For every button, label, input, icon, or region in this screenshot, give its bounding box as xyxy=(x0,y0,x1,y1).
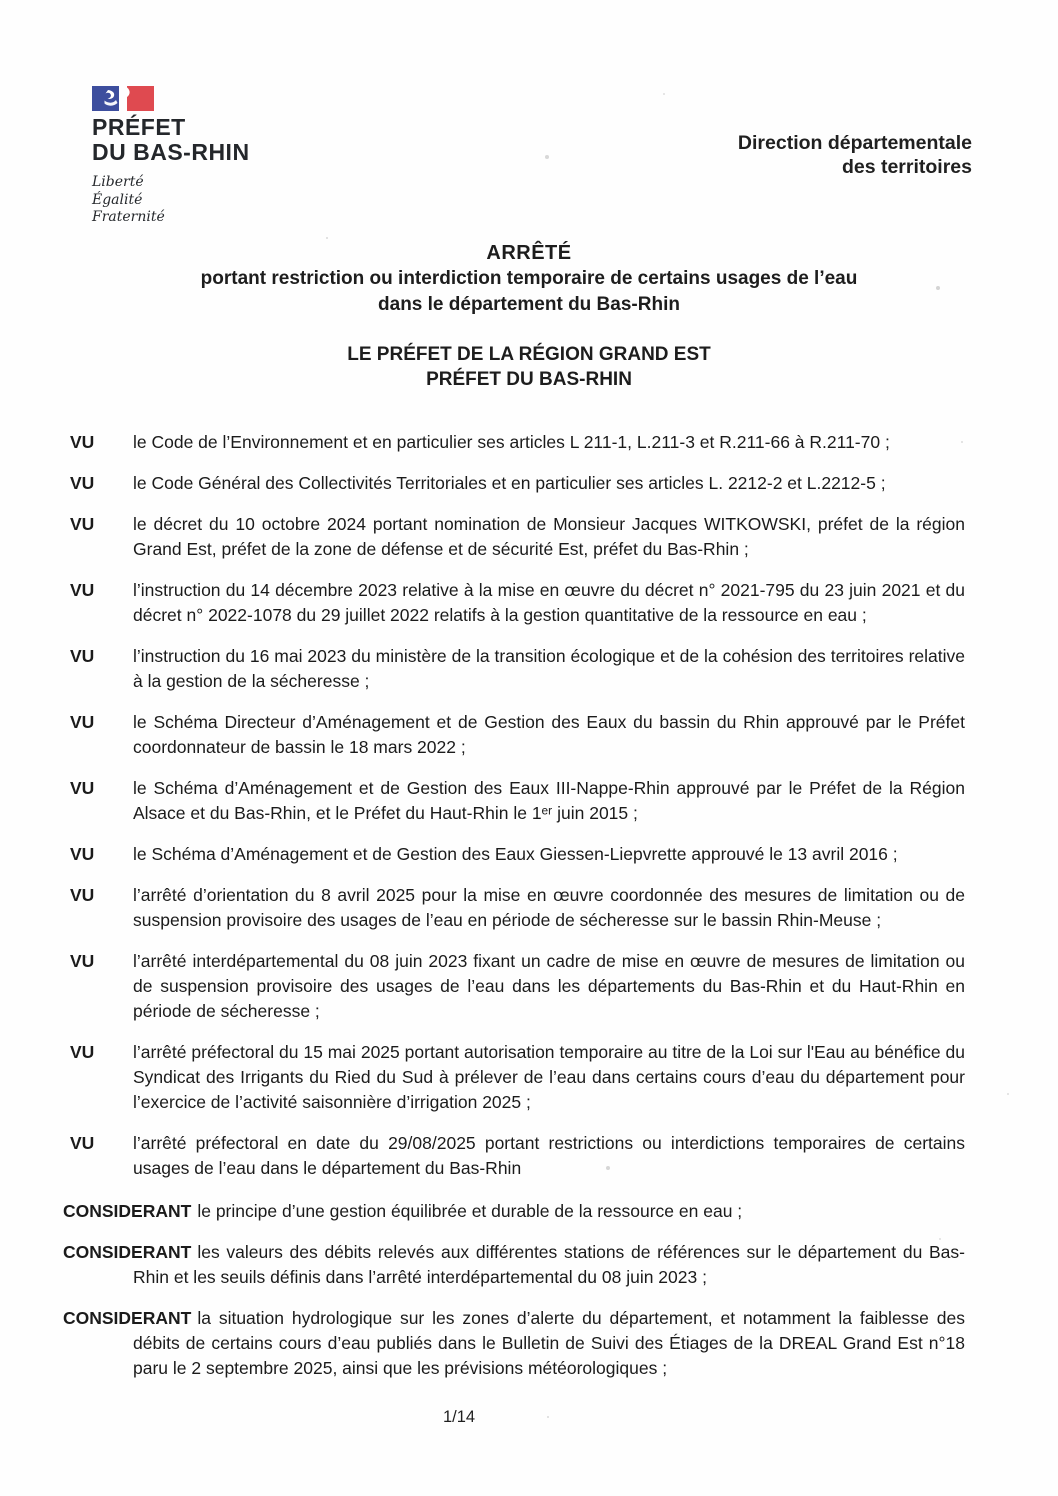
vu-item xyxy=(70,883,965,933)
vu-item xyxy=(70,710,965,760)
prefet-name-line1: PRÉFET xyxy=(92,114,186,140)
republic-motto xyxy=(92,174,250,227)
issuing-office-line2: des territoires xyxy=(841,156,972,178)
vu-text: l’instruction du 16 mai 2023 du ministère de la transition écologique et de la cohésion des territoires relative à la gestion de la sécheresse ; xyxy=(133,646,965,691)
vu-item xyxy=(70,842,965,867)
vu-item xyxy=(70,578,965,628)
vu-text: l’arrêté interdépartemental du 08 juin 2023 fixant un cadre de mise en œuvre de mesures de limitation ou de suspension provisoire des usages de l’eau dans les départements du Bas-Rhin et du Haut-Rhin en période de sécheresse ; xyxy=(133,951,965,1021)
considerant-item xyxy=(63,1306,965,1381)
title-block xyxy=(0,240,1058,392)
motto-egalite: Égalité xyxy=(92,191,143,208)
vu-item xyxy=(70,1040,965,1115)
vu-text: le Schéma Directeur d’Aménagement et de Gestion des Eaux du bassin du Rhin approuvé par le Préfet coordonnateur de bassin le 18 mars 2022 ; xyxy=(133,712,965,757)
vu-label: VU xyxy=(70,1133,95,1153)
issuing-office xyxy=(738,131,972,179)
vu-text: le Schéma d’Aménagement et de Gestion des Eaux Giessen-Liepvrette approuvé le 13 avril 2016 ; xyxy=(133,844,898,864)
considerant-text: les valeurs des débits relevés aux différentes stations de références sur le département du Bas-Rhin et les seuils définis dans l’arrêté interdépartemental du 08 juin 2023 ; xyxy=(133,1242,965,1287)
considerant-item xyxy=(63,1199,965,1224)
issuer-line2: PRÉFET DU BAS-RHIN xyxy=(426,369,632,390)
vu-item xyxy=(70,512,965,562)
vu-item xyxy=(70,430,965,455)
document-subtitle-line1: portant restriction ou interdiction temporaire de certains usages de l’eau xyxy=(200,268,858,289)
vu-label: VU xyxy=(70,844,95,864)
vu-label: VU xyxy=(70,712,95,732)
vu-text: l’instruction du 14 décembre 2023 relative à la mise en œuvre du décret n° 2021-795 du 23 juin 2021 et du décret n° 2022-1078 du 29 juillet 2022 relatifs à la gestion quantitative de la ressource en eau ; xyxy=(133,580,965,625)
prefet-name-line2: DU BAS-RHIN xyxy=(92,139,250,165)
vu-label: VU xyxy=(70,514,95,534)
motto-liberte: Liberté xyxy=(92,174,144,190)
vu-item xyxy=(70,949,965,1024)
vu-text: l’arrêté préfectoral du 15 mai 2025 portant autorisation temporaire au titre de la Loi sur l'Eau au bénéfice du Syndicat des Irrigants du Ried du Sud à prélever de l’eau dans certains cours d’eau du département pour l’exercice de l’activité saisonnière d’irrigation 2025 ; xyxy=(133,1042,965,1112)
vu-text: le Schéma d’Aménagement et de Gestion des Eaux III-Nappe-Rhin approuvé par le Préfet de la Région Alsace et du Bas-Rhin, et le Préfet du Haut-Rhin le 1ᵉʳ juin 2015 ; xyxy=(133,778,965,823)
considerant-text: la situation hydrologique sur les zones d’alerte du département, et notamment la faiblesse des débits de certains cours d’eau publiés dans le Bulletin de Suivi des Étiages de la DREAL Grand Est n°18 paru le 2 septembre 2025, ainsi que les prévisions météorologiques ; xyxy=(133,1308,965,1378)
vu-text: le Code de l’Environnement et en particulier ses articles L 211-1, L.211-3 et R.211-66 à R.211-70 ; xyxy=(133,432,890,452)
vu-label: VU xyxy=(70,473,95,493)
vu-text: le décret du 10 octobre 2024 portant nomination de Monsieur Jacques WITKOWSKI, préfet de la région Grand Est, préfet de la zone de défense et de sécurité Est, préfet du Bas-Rhin ; xyxy=(133,514,965,559)
considerant-item xyxy=(63,1240,965,1290)
document-subtitle-line2: dans le département du Bas-Rhin xyxy=(378,294,680,315)
vu-item xyxy=(70,1131,965,1181)
considerant-label: CONSIDERANT xyxy=(63,1308,192,1328)
vu-label: VU xyxy=(70,1042,95,1062)
page-number: 1/14 xyxy=(442,1408,476,1426)
vu-label: VU xyxy=(70,580,95,600)
considerant-section xyxy=(63,1199,965,1381)
document-body xyxy=(63,430,965,1397)
vu-label: VU xyxy=(70,885,95,905)
issuer-line1: LE PRÉFET DE LA RÉGION GRAND EST xyxy=(347,344,711,365)
motto-fraternite: Fraternité xyxy=(92,209,165,225)
considerant-text: le principe d’une gestion équilibrée et durable de la ressource en eau ; xyxy=(197,1201,743,1221)
vu-item xyxy=(70,471,965,496)
vu-label: VU xyxy=(70,432,95,452)
vu-label: VU xyxy=(70,951,95,971)
vu-text: le Code Général des Collectivités Territoriales et en particulier ses articles L. 2212-2 et L.2212-5 ; xyxy=(133,473,886,493)
prefet-logo xyxy=(92,86,250,227)
vu-item xyxy=(70,776,965,826)
french-flag-icon xyxy=(92,86,154,111)
document-title: ARRÊTÉ xyxy=(486,242,572,264)
vu-text: l’arrêté préfectoral en date du 29/08/2025 portant restrictions ou interdictions temporaires de certains usages de l’eau dans le département du Bas-Rhin xyxy=(133,1133,965,1178)
vu-item xyxy=(70,644,965,694)
prefet-name xyxy=(92,115,250,165)
vu-label: VU xyxy=(70,778,95,798)
vu-text: l’arrêté d’orientation du 8 avril 2025 pour la mise en œuvre coordonnée des mesures de limitation ou de suspension provisoire des usages de l’eau en période de sécheresse sur le bassin Rhin-Meuse ; xyxy=(133,885,965,930)
vu-label: VU xyxy=(70,646,95,666)
considerant-label: CONSIDERANT xyxy=(63,1201,192,1221)
considerant-label: CONSIDERANT xyxy=(63,1242,192,1262)
issuing-office-line1: Direction départementale xyxy=(737,132,972,154)
